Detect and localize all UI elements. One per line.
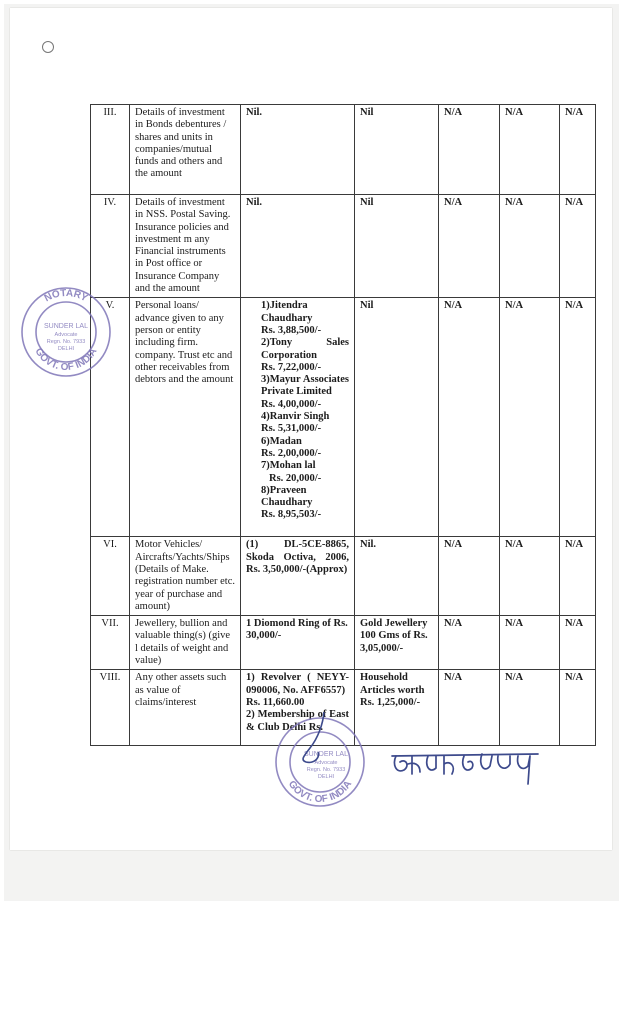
table-row xyxy=(91,537,596,616)
spouse-value: Nil xyxy=(355,195,439,298)
dependent1-value: N/A xyxy=(439,537,500,616)
spouse-value: Nil xyxy=(355,298,439,537)
dependent2-value: N/A xyxy=(500,616,560,670)
signature-icon xyxy=(388,744,548,792)
row-number: VII. xyxy=(91,616,130,670)
notary-stamp-icon xyxy=(18,284,114,380)
row-number: V. xyxy=(91,298,130,537)
svg-text:GOVT. OF INDIA: GOVT. OF INDIA xyxy=(285,778,355,806)
dependent2-value: N/A xyxy=(500,537,560,616)
svg-text:GOVT. OF INDIA: GOVT. OF INDIA xyxy=(32,346,100,374)
row-number: III. xyxy=(91,105,130,195)
table-row xyxy=(91,616,596,670)
item-description: Personal loans/ advance given to any person or entity including firm. company. Trust etc and other receivables from debtors and the amount xyxy=(130,298,241,537)
svg-text:DELHI: DELHI xyxy=(57,346,75,352)
item-description: Motor Vehicles/ Aircrafts/Yachts/Ships (Details of Make. registration number etc. year of purchase and amount) xyxy=(130,537,241,616)
svg-text:Regn. No. 7933: Regn. No. 7933 xyxy=(46,339,86,345)
loan-line: 2)Tony Sales Corporation xyxy=(261,337,349,361)
dependent3-value: N/A xyxy=(560,537,596,616)
dependent2-value: N/A xyxy=(500,298,560,537)
loan-line: 4)Ranvir Singh xyxy=(261,411,330,423)
loan-line: Rs. 7,22,000/- xyxy=(261,361,322,373)
dependent3-value: N/A xyxy=(560,670,596,746)
asset-line: 2) Membership of East & Club Delhi Rs. xyxy=(246,709,349,733)
self-value: (1) DL-5CE-8865, Skoda Octiva, 2006, Rs. 3,50,000/-(Approx) xyxy=(241,537,355,616)
self-value: 1 Diomond Ring of Rs. 30,000/- xyxy=(241,616,355,670)
item-description: Any other assets such as value of claims/interest xyxy=(130,670,241,746)
svg-text:NOTARY: NOTARY xyxy=(42,287,90,305)
loan-line: 8)Praveen Chaudhary xyxy=(261,484,313,509)
dependent1-value: N/A xyxy=(439,105,500,195)
loan-line: Rs. 5,31,000/- xyxy=(261,423,322,435)
self-loan-list xyxy=(241,298,355,537)
row-number: VIII. xyxy=(91,670,130,746)
asset-line: Rs. 11,660.00 xyxy=(246,696,305,708)
dependent3-value: N/A xyxy=(560,105,596,195)
dependent1-value: N/A xyxy=(439,195,500,298)
self-value: Nil. xyxy=(241,105,355,195)
spouse-value: Nil xyxy=(355,105,439,195)
item-description: Jewellery, bullion and valuable thing(s) (give l details of weight and value) xyxy=(130,616,241,670)
self-value: Nil. xyxy=(241,195,355,298)
dependent3-value: N/A xyxy=(560,616,596,670)
notary-stamp-bottom-icon xyxy=(268,712,372,812)
spouse-value: Household Articles worth Rs. 1,25,000/- xyxy=(355,670,439,746)
loan-line: 1)Jitendra Chaudhary xyxy=(261,300,313,324)
loan-line: 3)Mayur Associates Private Limited xyxy=(261,374,349,398)
table-row xyxy=(91,195,596,298)
asset-declaration-table xyxy=(90,104,596,746)
row-number: IV. xyxy=(91,195,130,298)
loan-line: Rs. 8,95,503/- xyxy=(261,509,322,521)
svg-text:SUNDER LAL: SUNDER LAL xyxy=(44,323,88,330)
svg-text:Regn. No. 7933: Regn. No. 7933 xyxy=(306,767,346,773)
dependent1-value: N/A xyxy=(439,670,500,746)
dependent3-value: N/A xyxy=(560,298,596,537)
table-row xyxy=(91,105,596,195)
dependent2-value: N/A xyxy=(500,195,560,298)
spouse-value: Gold Jewellery 100 Gms of Rs. 3,05,000/- xyxy=(355,616,439,670)
dependent3-value: N/A xyxy=(560,195,596,298)
row-number: VI. xyxy=(91,537,130,616)
dependent1-value: N/A xyxy=(439,616,500,670)
loan-line: Rs. 2,00,000/- xyxy=(261,447,322,459)
dependent2-value: N/A xyxy=(500,105,560,195)
loan-line: Rs. 4,00,000/- xyxy=(261,398,322,410)
svg-text:Advocate: Advocate xyxy=(314,760,338,766)
loan-line: Rs. 20,000/- xyxy=(269,472,322,484)
punch-hole xyxy=(42,41,54,53)
item-description: Details of investment in Bonds debentures / shares and units in companies/mutual funds and others and the amount xyxy=(130,105,241,195)
svg-text:Advocate: Advocate xyxy=(54,332,78,338)
dependent2-value: N/A xyxy=(500,670,560,746)
svg-text:DELHI: DELHI xyxy=(317,774,335,780)
asset-line: 1) Revolver ( NEYY-090006, No. AFF6557) xyxy=(246,672,349,696)
spouse-value: Nil. xyxy=(355,537,439,616)
dependent1-value: N/A xyxy=(439,298,500,537)
loan-line: Rs. 3,88,500/- xyxy=(261,324,322,336)
item-description: Details of investment in NSS. Postal Saving. Insurance policies and investment m any Financial instruments in Post office or Insurance Company and the amount xyxy=(130,195,241,298)
loan-line: 6)Madan xyxy=(261,435,302,447)
loan-line: 7)Mohan lal xyxy=(261,460,316,472)
svg-text:SUNDER LAL: SUNDER LAL xyxy=(304,751,348,758)
table-row xyxy=(91,298,596,537)
